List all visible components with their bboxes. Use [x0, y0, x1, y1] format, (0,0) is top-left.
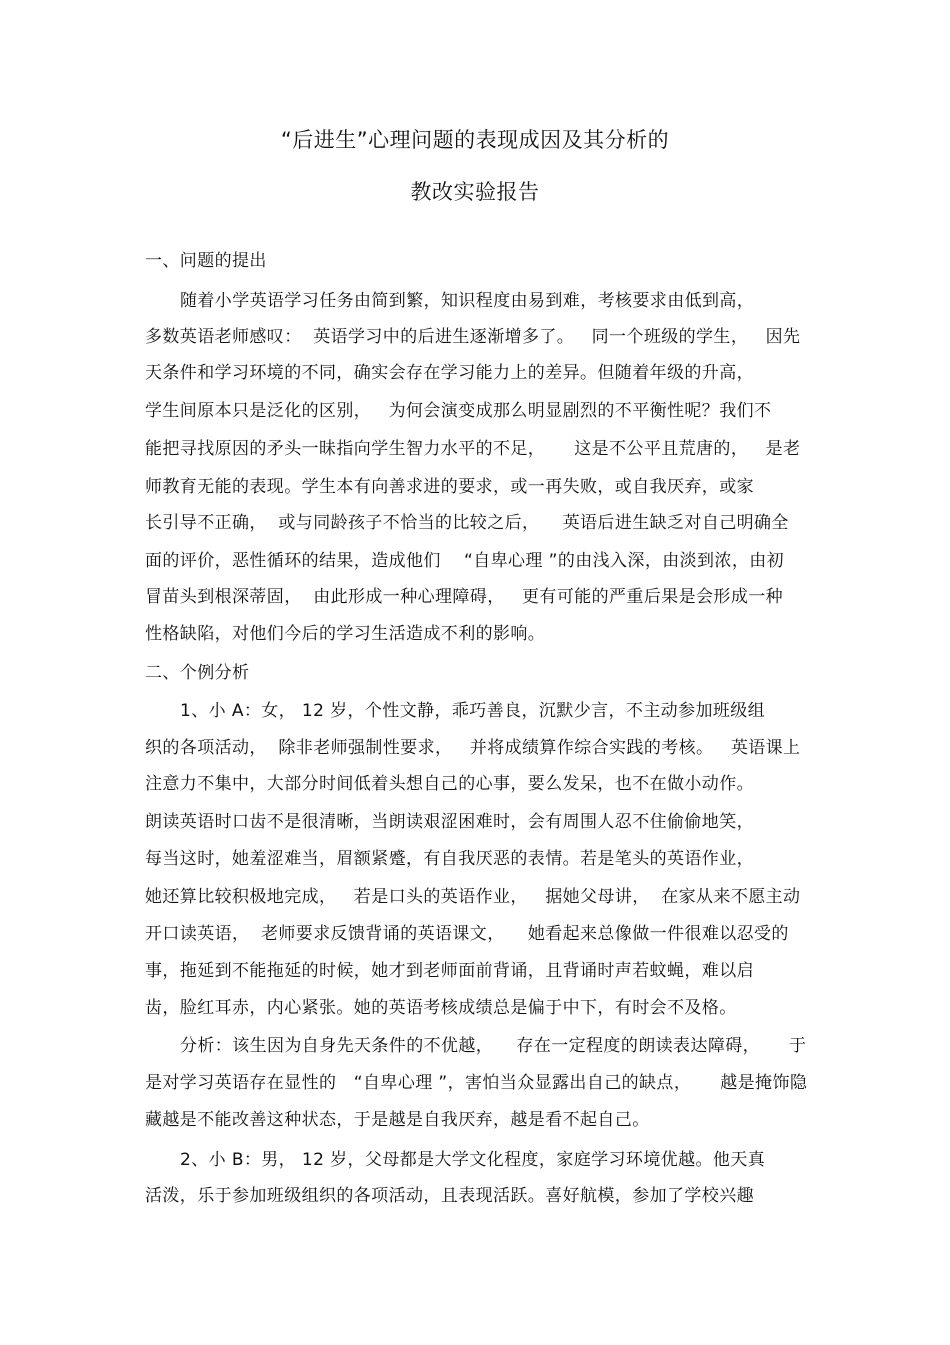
analysis-line: 藏越是不能改善这种状态，于是越是自我厌弃，越是看不起自己。 — [145, 1110, 650, 1130]
paragraph-line: 活泼，乐于参加班级组织的各项活动，且表现活跃。喜好航模，参加了学校兴趣 — [145, 1186, 754, 1206]
paragraph-line: 随着小学英语学习任务由简到繁，知识程度由易到难，考核要求由低到高， — [180, 291, 755, 311]
paragraph-line: 朗读英语时口齿不是很清晰，当朗读艰涩困难时，会有周围人忍不住偷偷地笑， — [145, 812, 754, 832]
paragraph-line: 齿，脸红耳赤，内心紧张。她的英语考核成绩总是偏于中下，有时会不及格。 — [145, 998, 737, 1018]
paragraph-line: 多数英语老师感叹： 英语学习中的后进生逐渐增多了。 同一个班级的学生， 因先 — [145, 327, 801, 347]
paragraph-line: 2、小 B：男， 12 岁，父母都是大学文化程度，家庭学习环境优越。他天真 — [180, 1150, 766, 1170]
paragraph-line: 长引导不正确， 或与同龄孩子不恰当的比较之后， 英语后进生缺乏对自己明确全 — [145, 513, 789, 533]
paragraph-line: 1、小 A：女， 12 岁，个性文静，乖巧善良，沉默少言，不主动参加班级组 — [180, 701, 766, 721]
paragraph-line: 能把寻找原因的矛头一昧指向学生智力水平的不足， 这是不公平且荒唐的， 是老 — [145, 439, 801, 459]
paragraph-line: 她还算比较积极地完成， 若是口头的英语作业， 据她父母讲， 在家从来不愿主动 — [145, 887, 801, 907]
section-heading-2: 二、个例分析 — [145, 663, 250, 683]
paragraph-line: 冒苗头到根深蒂固， 由此形成一种心理障碍， 更有可能的严重后果是会形成一种 — [145, 587, 784, 607]
document-title-line-1: “后进生”心理问题的表现成因及其分析的 — [280, 128, 670, 152]
document-title-line-2: 教改实验报告 — [410, 180, 540, 204]
paragraph-line: 师教育无能的表现。学生本有向善求进的要求，或一再失败，或自我厌弃，或家 — [145, 477, 754, 497]
analysis-line: 分析：该生因为自身先天条件的不优越， 存在一定程度的朗读表达障碍， 于 — [180, 1036, 807, 1056]
paragraph-line: 性格缺陷，对他们今后的学习生活造成不利的影响。 — [145, 624, 546, 644]
paragraph-line: 事，拖延到不能拖延的时候，她才到老师面前背诵，且背诵时声若蚊蝇，难以启 — [145, 961, 754, 981]
paragraph-line: 天条件和学习环境的不同，确实会存在学习能力上的差异。但随着年级的升高， — [145, 363, 754, 383]
paragraph-line: 注意力不集中，大部分时间低着头想自己的心事，要么发呆，也不在做小动作。 — [145, 774, 754, 794]
paragraph-line: 每当这时，她羞涩难当，眉额紧蹙，有自我厌恶的表情。若是笔头的英语作业， — [145, 849, 754, 869]
paragraph-line: 织的各项活动， 除非老师强制性要求， 并将成绩算作综合实践的考核。 英语课上 — [145, 738, 801, 758]
paragraph-line: 学生间原本只是泛化的区别， 为何会演变成那么明显剧烈的不平衡性呢？我们不 — [145, 401, 772, 421]
section-heading-1: 一、问题的提出 — [145, 251, 267, 271]
paragraph-line: 面的评价，恶性循环的结果，造成他们 “自卑心理 ”的由浅入深，由淡到浓，由初 — [145, 551, 785, 571]
analysis-line: 是对学习英语存在显性的 “自卑心理 ”，害怕当众显露出自己的缺点， 越是掩饰隐 — [145, 1073, 808, 1093]
paragraph-line: 开口读英语， 老师要求反馈背诵的英语课文， 她看起来总像做一件很难以忍受的 — [145, 924, 789, 944]
